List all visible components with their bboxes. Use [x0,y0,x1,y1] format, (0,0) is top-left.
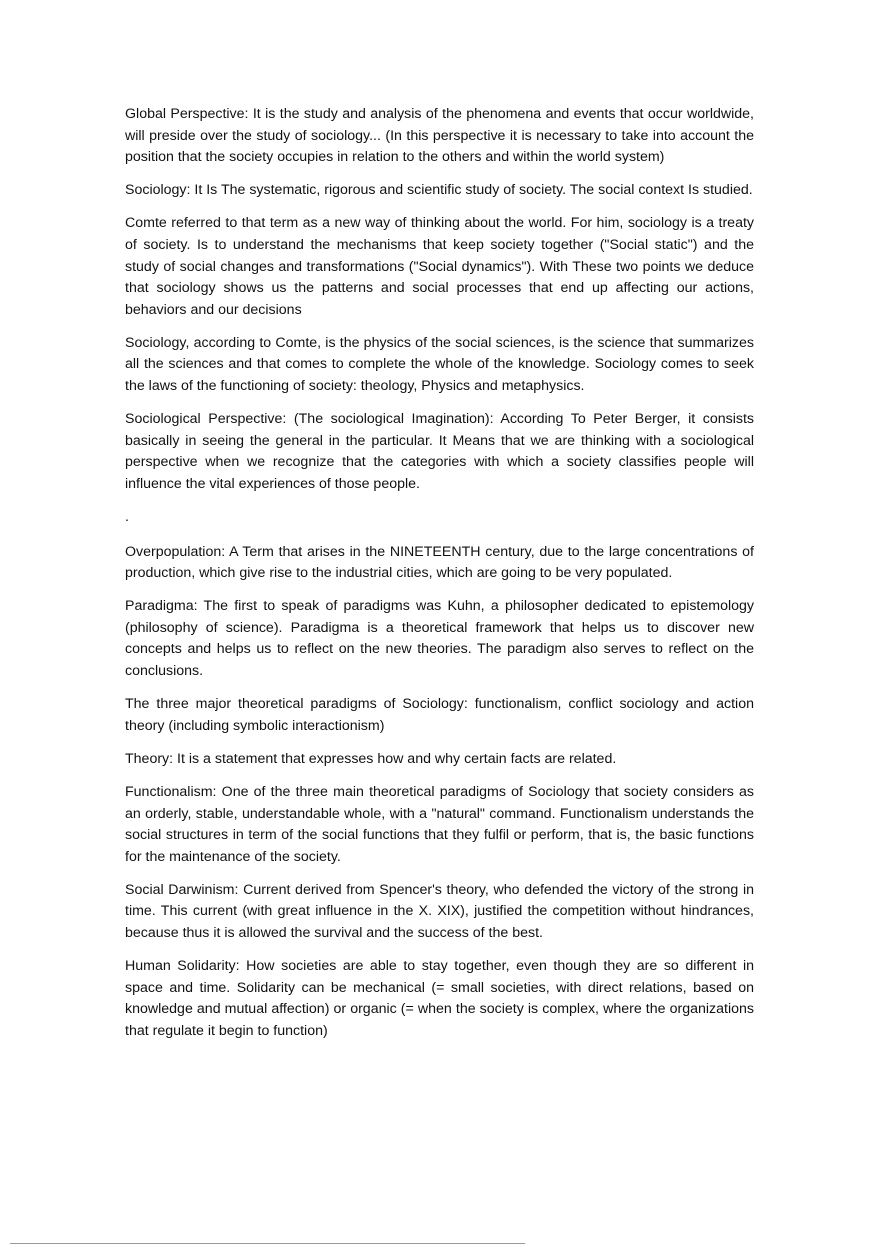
paragraph-functionalism: Functionalism: One of the three main theoretical paradigms of Sociology that society considers as an orderly, stable, understandable whole, with a "natural" command. Functionalism understands the social structures in term of the social functions that they fulfil or perform, that is, the basic functions for the maintenance of the society. [125,783,754,865]
paragraph-three-paradigms: The three major theoretical paradigms of Sociology: functionalism, conflict sociology and action theory (including symbolic interactionism) [125,696,754,734]
paragraph-sociological-perspective: Sociological Perspective: (The sociological Imagination): According To Peter Berger, it consists basically in seeing the general in the particular. It Means that we are thinking with a sociological perspective when we recognize that the categories with which a society classifies people will influence the vital experiences of those people. [125,411,754,492]
paragraph-dot: . [125,509,129,525]
paragraph-comte: Comte referred to that term as a new way of thinking about the world. For him, sociology is a treaty of society. Is to understand the mechanisms that keep society together ("Social static") and the study of social changes and transformations ("Social dynamics"). With These two points we deduce that sociology shows us the patterns and social processes that end up affecting our actions, behaviors and our decisions [125,215,754,318]
paragraph-paradigma: Paradigma: The first to speak of paradigms was Kuhn, a philosopher dedicated to epistemology (philosophy of science). Paradigma is a theoretical framework that helps us to discover new concepts and helps us to reflect on the new theories. The paradigm also serves to reflect on the conclusions. [125,598,754,680]
paragraph-theory: Theory: It is a statement that expresses how and why certain facts are related. [125,750,617,767]
paragraph-global-perspective: Global Perspective: It is the study and analysis of the phenomena and events that occur worldwide, will preside over the study of sociology... (In this perspective it is necessary to take into account the position that the society occupies in relation to the others and within the world system) [125,106,754,166]
paragraph-human-solidarity: Human Solidarity: How societies are able to stay together, even though they are so different in space and time. Solidarity can be mechanical (= small societies, with direct relations, based on knowledge and mutual affection) or organic (= when the society is complex, where the organizations that regulate it begin to function) [125,958,754,1039]
paragraph-overpopulation: Overpopulation: A Term that arises in the NINETEENTH century, due to the large concentrations of production, which give rise to the industrial cities, which are going to be very populated. [125,543,754,582]
paragraph-sociology-comte: Sociology, according to Comte, is the physics of the social sciences, is the science that summarizes all the sciences and that comes to complete the whole of the knowledge. Sociology comes to seek the laws of the functioning of society: theology, Physics and metaphysics. [125,334,754,395]
footer-divider [10,1243,525,1244]
paragraph-social-darwinism: Social Darwinism: Current derived from Spencer's theory, who defended the victory of the strong in time. This current (with great influence in the X. XIX), justified the competition without hindrances, because thus it is allowed the survival and the success of the best. [125,881,754,941]
paragraph-sociology: Sociology: It Is The systematic, rigorous and scientific study of society. The social context Is studied. [125,182,753,199]
document-page [125,104,754,1054]
